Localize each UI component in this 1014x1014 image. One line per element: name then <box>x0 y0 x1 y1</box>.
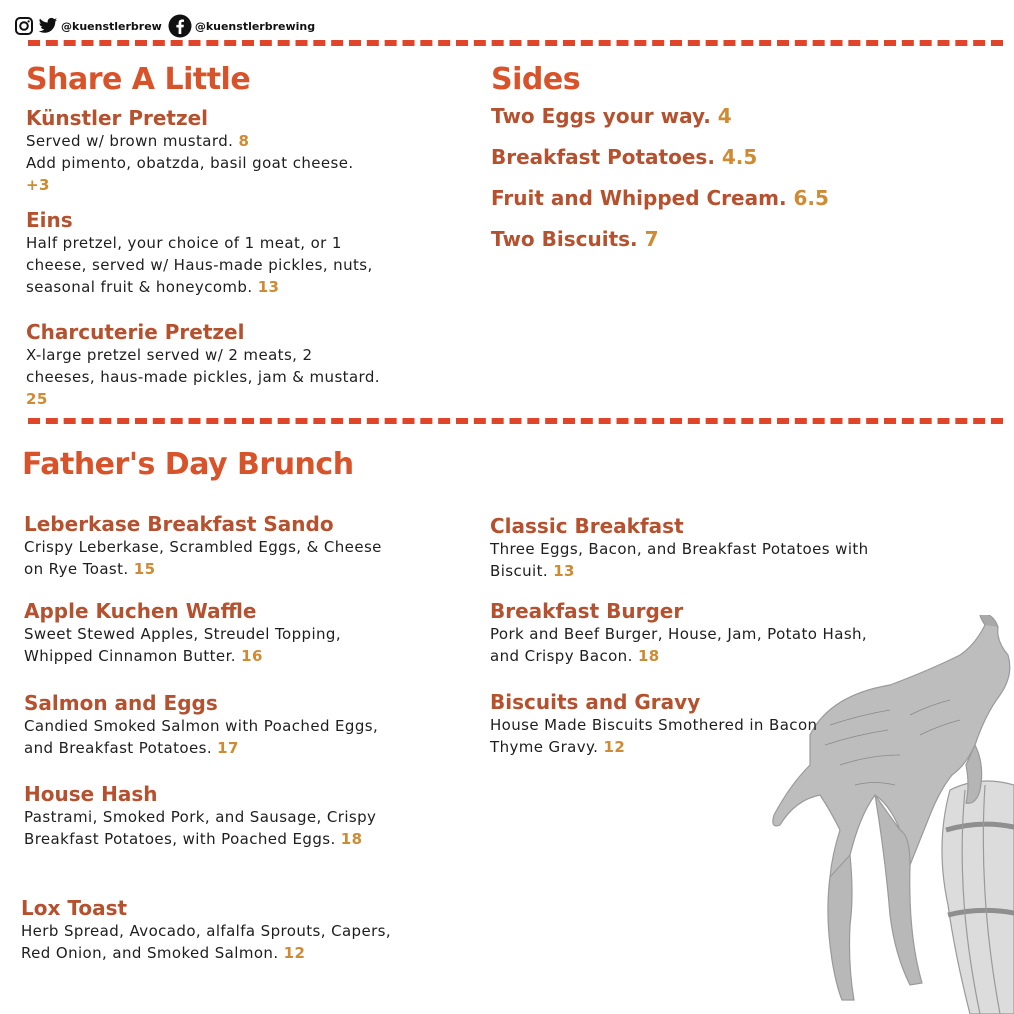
side-price: 6.5 <box>793 186 829 210</box>
social-bar <box>14 14 321 38</box>
side-price: 4.5 <box>721 145 758 169</box>
item-price: 12 <box>283 944 306 962</box>
item-desc-text: Herb Spread, Avocado, alfalfa Sprouts, Capers, Red Onion, and Smoked Salmon. <box>21 922 392 962</box>
item-name: Eins <box>26 208 73 232</box>
item-price: 8 <box>238 132 250 150</box>
item-desc <box>24 623 404 667</box>
item-desc <box>26 232 396 298</box>
item-price: 18 <box>340 830 363 848</box>
side-item <box>491 145 757 169</box>
menu-item-eins <box>26 208 396 298</box>
side-item <box>491 104 732 128</box>
item-desc <box>24 806 414 850</box>
share-title: Share A Little <box>26 62 251 97</box>
item-name: Lox Toast <box>21 896 128 920</box>
side-name: Breakfast Potatoes. <box>491 145 715 169</box>
item-name: Salmon and Eggs <box>24 691 218 715</box>
item-desc-text: Candied Smoked Salmon with Poached Eggs, and Breakfast Potatoes. <box>24 717 379 757</box>
item-desc <box>21 920 411 964</box>
item-name: House Hash <box>24 782 158 806</box>
item-name: Apple Kuchen Waffle <box>24 599 257 623</box>
item-desc <box>24 536 384 580</box>
menu-item-apple-kuchen <box>24 599 404 667</box>
goat-barrel-illustration <box>770 615 1014 1014</box>
item-desc <box>490 538 890 582</box>
item-desc-text: House Made Biscuits Smothered in Bacon Thyme Gravy. <box>490 716 818 756</box>
menu-item-biscuits-gravy <box>490 690 875 758</box>
menu-item-house-hash <box>24 782 414 850</box>
facebook-handle[interactable]: @kuenstlerbrewing <box>194 19 316 33</box>
item-desc <box>24 715 404 759</box>
item-name: Charcuterie Pretzel <box>26 320 245 344</box>
item-addon-price: +3 <box>26 176 50 194</box>
item-price: 18 <box>637 647 660 665</box>
item-desc <box>26 344 381 410</box>
item-name: Biscuits and Gravy <box>490 690 701 714</box>
facebook-icon[interactable] <box>168 14 192 38</box>
menu-item-leberkase <box>24 512 384 580</box>
item-desc-text: Crispy Leberkase, Scrambled Eggs, & Cheese on Rye Toast. <box>24 538 382 578</box>
sides-title: Sides <box>491 62 581 97</box>
item-desc-text: Pork and Beef Burger, House, Jam, Potato Hash, and Crispy Bacon. <box>490 625 868 665</box>
menu-item-lox-toast <box>21 896 411 964</box>
item-desc-text: Served w/ brown mustard. <box>26 132 234 150</box>
menu-item-classic-breakfast <box>490 514 890 582</box>
menu-item-kunstler-pretzel <box>26 106 446 196</box>
item-name: Breakfast Burger <box>490 599 684 623</box>
side-item <box>491 186 829 210</box>
side-price: 7 <box>644 227 659 251</box>
twitter-handle[interactable]: @kuenstlerbrew <box>61 19 162 33</box>
item-price: 17 <box>217 739 239 757</box>
item-price: 25 <box>26 390 48 408</box>
middle-divider <box>28 418 1003 424</box>
item-name: Classic Breakfast <box>490 514 684 538</box>
side-name: Two Biscuits. <box>491 227 638 251</box>
item-price: 15 <box>133 560 156 578</box>
item-desc <box>490 714 875 758</box>
instagram-icon[interactable] <box>14 16 34 36</box>
item-name: Leberkase Breakfast Sando <box>24 512 334 536</box>
item-name: Künstler Pretzel <box>26 106 209 130</box>
item-price: 16 <box>241 647 263 665</box>
item-price: 13 <box>553 562 575 580</box>
item-desc-text: Sweet Stewed Apples, Streudel Topping, Whipped Cinnamon Butter. <box>24 625 342 665</box>
side-item <box>491 227 659 251</box>
item-desc-text: Half pretzel, your choice of 1 meat, or 1 cheese, served w/ Haus-made pickles, nuts, seasonal fruit & honeycomb. <box>26 234 373 296</box>
menu-item-salmon-eggs <box>24 691 404 759</box>
menu-item-charcuterie-pretzel <box>26 320 381 410</box>
item-desc-text: Pastrami, Smoked Pork, and Sausage, Crispy Breakfast Potatoes, with Poached Eggs. <box>24 808 377 848</box>
item-price: 12 <box>603 738 626 756</box>
side-price: 4 <box>717 104 732 128</box>
twitter-icon[interactable] <box>38 17 58 35</box>
top-divider <box>28 40 1003 46</box>
item-price: 13 <box>257 278 280 296</box>
item-desc-text: X-large pretzel served w/ 2 meats, 2 cheeses, haus-made pickles, jam & mustard. <box>26 346 380 386</box>
brunch-title: Father's Day Brunch <box>22 447 354 482</box>
side-name: Fruit and Whipped Cream. <box>491 186 787 210</box>
item-desc-text: Three Eggs, Bacon, and Breakfast Potatoes with Biscuit. <box>490 540 869 580</box>
item-desc <box>26 130 446 196</box>
side-name: Two Eggs your way. <box>491 104 711 128</box>
item-addon-text: Add pimento, obatzda, basil goat cheese. <box>26 154 354 172</box>
